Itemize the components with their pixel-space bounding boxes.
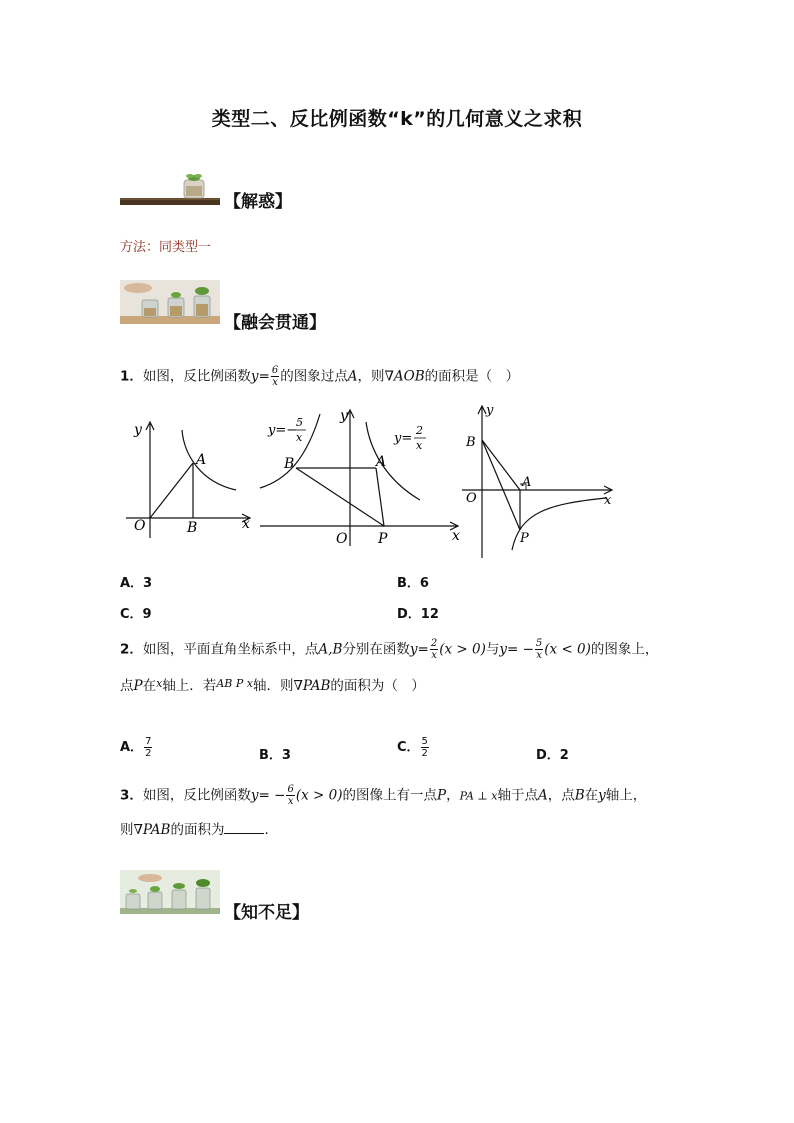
q1-figure-3 [458, 400, 618, 560]
fig2-right-num: 2 [416, 424, 423, 437]
fig3-point-p: P [520, 531, 529, 546]
method-note: 方法：同类型一 [120, 240, 212, 255]
q1-option-d[interactable]: D．12 [397, 607, 439, 622]
page-title: 类型二、反比例函数“k”的几何意义之求积 [211, 108, 583, 130]
q2-fraction-2: $\frac{5}{x}$ [535, 638, 543, 661]
q1-option-a[interactable]: A．3 [120, 576, 153, 591]
section-zhibuzu-title: 【知不足】 [224, 903, 309, 923]
question-2-line-1: 2．如图，平面直角坐标系中，点A,B分别在函数y= $\frac{2}{x}$ (x > 0)与y= − $\frac{5}{x}$ (x < 0)的图象上， [120, 638, 659, 661]
fig2-point-p: P [378, 531, 388, 547]
fig1-point-b: B [187, 520, 198, 536]
fig2-left-den: x [296, 431, 303, 444]
question-1: 1．如图，反比例函数y= $\frac{6}{x}$ 的图象过点A，则∇AOB的面积是（ ） [120, 365, 520, 388]
fig3-point-a: A [522, 475, 532, 490]
q1-figure-1 [118, 412, 258, 552]
q1-option-c[interactable]: C．9 [120, 607, 152, 622]
q2-option-c[interactable]: C． $\frac{5}{2}$ [397, 736, 428, 759]
fig2-point-b: B [284, 456, 295, 472]
question-3-line-2: 则∇PAB的面积为 ． [120, 822, 278, 838]
q2-option-a[interactable]: A． $\frac{7}{2}$ [120, 736, 152, 759]
q2-number: 2． [120, 641, 143, 658]
jiehuo-banner-image [120, 172, 220, 205]
fig2-right-label: y= [394, 431, 413, 446]
q2-option-d[interactable]: D．2 [536, 748, 569, 763]
fig2-point-a: A [376, 454, 387, 470]
fig1-point-a: A [196, 452, 207, 468]
q3-answer-blank[interactable] [224, 820, 264, 834]
question-2-line-2: 点P在$^x$轴上．若$^{AB P x}$轴．则∇PAB的面积为（ ） [120, 677, 425, 694]
fig2-left-label: y=− [268, 423, 298, 438]
question-3-line-1: 3．如图，反比例函数y= − $\frac{6}{x}$ (x > 0)的图像上有一点P，PA ⊥ x轴于点A，点B在y轴上， [120, 784, 647, 807]
fig2-x-label: x [452, 528, 460, 544]
fig1-x-label: x [242, 516, 250, 532]
section-ronghui-title: 【融会贯通】 [224, 313, 326, 333]
fig2-y-label: y [340, 408, 348, 424]
q1-number: 1． [120, 368, 143, 385]
fig3-origin-label: O [466, 491, 477, 506]
fig2-right-den: x [416, 439, 423, 452]
q3-number: 3． [120, 787, 143, 804]
zhibuzu-banner-image [120, 870, 220, 914]
fig2-origin-label: O [336, 531, 348, 547]
q2-fraction-1: $\frac{2}{x}$ [430, 638, 438, 661]
q1-fraction: $\frac{6}{x}$ [271, 365, 279, 388]
fig3-point-b: B [466, 435, 476, 450]
fig1-y-label: y [134, 422, 142, 438]
fig2-left-num: 5 [296, 416, 303, 429]
ronghui-banner-image [120, 280, 220, 324]
fig3-y-label: y [486, 403, 494, 418]
fig1-origin-label: O [134, 518, 146, 534]
q2-option-b[interactable]: B．3 [259, 748, 291, 763]
q3-fraction: $\frac{6}{x}$ [287, 784, 294, 807]
section-jiehuo-title: 【解惑】 [224, 192, 292, 212]
q1-figure-2 [256, 400, 466, 550]
q1-option-b[interactable]: B．6 [397, 576, 429, 591]
fig3-x-label: x [604, 493, 612, 508]
